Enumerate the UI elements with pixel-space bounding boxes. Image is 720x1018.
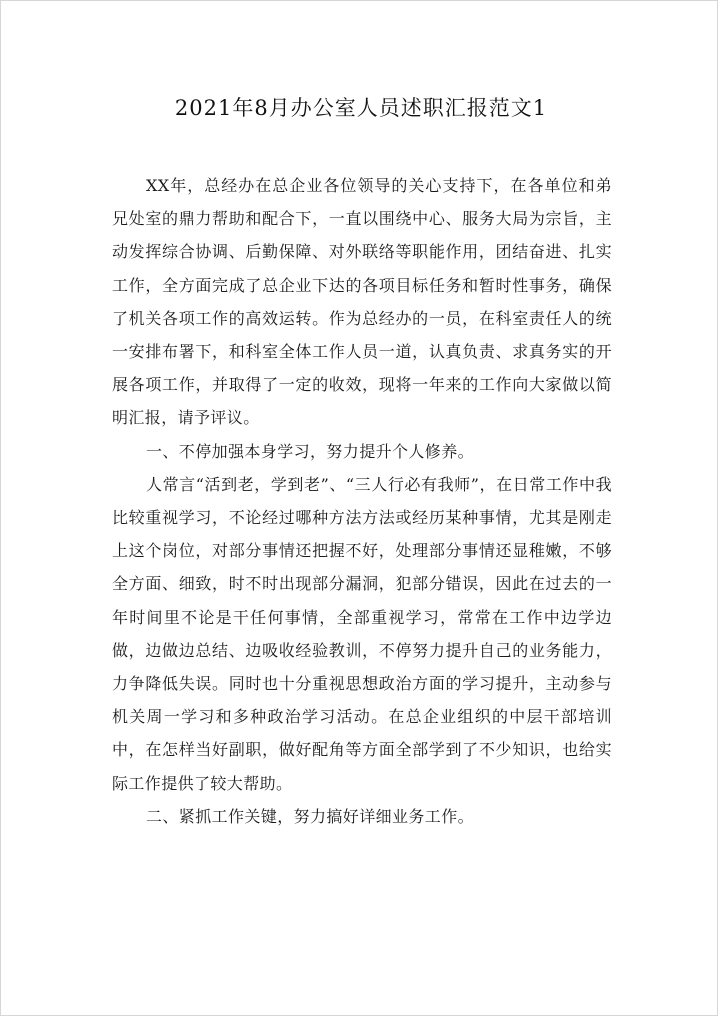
document-title: 2021年8月办公室人员述职汇报范文1 <box>174 96 548 120</box>
section-heading-1: 一、不停加强本身学习，努力提升个人修养。 <box>146 441 475 461</box>
paragraph-intro: XX年，总经办在总企业各位领导的关心支持下，在各单位和弟兄处室的鼎力帮助和配合下，一直以围绕中心、服务大局为宗旨，主动发挥综合协调、后勤保障、对外联络等职能作用，团结奋进、扎实工作，全方面完成了总企业下达的各项目标任务和暂时性事务，确保了机关各项工作的高效运转。作为总经办的一员，在科室责任人的统一安排布署下，和科室全体工作人员一道，认真负责、求真务实的开展各项工作，并取得了一定的收效，现将一年来的工作向大家做以简明汇报，请予评议。 <box>112 176 612 428</box>
document-body <box>112 169 612 833</box>
paragraph-learning: 人常言“活到老，学到老”、“三人行必有我师”，在日常工作中我比较重视学习，不论经过哪种方法方法或经历某种事情，尤其是刚走上这个岗位，对部分事情还把握不好，处理部分事情还显稚嫩，不够全方面、细致，时不时出现部分漏洞，犯部分错误，因此在过去的一年时间里不论是干任何事情，全部重视学习，常常在工作中边学边做，边做边总结、边吸收经验教训，不停努力提升自己的业务能力，力争降低失误。同时也十分重视思想政治方面的学习提升，主动参与机关周一学习和多种政治学习活动。在总企业组织的中层干部培训中，在怎样当好副职，做好配角等方面全部学到了不少知识，也给实际工作提供了较大帮助。 <box>112 474 612 793</box>
section-heading-2: 二、紧抓工作关键，努力搞好详细业务工作。 <box>146 806 475 826</box>
